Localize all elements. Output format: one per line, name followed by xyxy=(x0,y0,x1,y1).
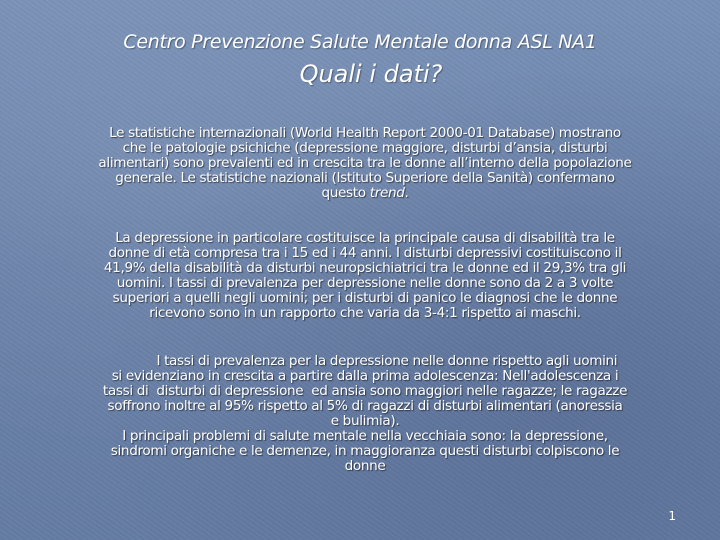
paragraph-depressione xyxy=(40,231,690,321)
paragraph-line: donne di età compresa tra i 15 ed i 44 anni. I disturbi depressivi costituiscono il xyxy=(108,245,622,261)
slide-title: Quali i dati? xyxy=(299,60,443,88)
paragraph-line-prefix: questo xyxy=(321,185,370,201)
paragraph-line: si evidenziano in crescita a partire dalla prima adolescenza: Nell'adolescenza i xyxy=(111,368,619,384)
paragraph-prevalenza xyxy=(40,354,690,474)
paragraph-line: generale. Le statistiche nazionali (Istituto Superiore della Sanità) confermano xyxy=(115,170,615,186)
slide-subtitle: Centro Prevenzione Salute Mentale donna ASL NA1 xyxy=(123,31,597,53)
paragraph-line: soffrono inoltre al 95% rispetto al 5% di ragazzi di disturbi alimentari (anoressia xyxy=(107,398,623,414)
paragraph-statistiche xyxy=(40,126,690,201)
paragraph-line: I tassi di prevalenza per la depressione nelle donne rispetto agli uomini xyxy=(112,353,618,369)
paragraph-line: Le statistiche internazionali (World Health Report 2000-01 Database) mostrano xyxy=(109,125,621,141)
paragraph-line-last xyxy=(40,186,690,201)
paragraph-line: donne xyxy=(344,458,386,474)
paragraph-line: superiori a quelli negli uomini; per i disturbi di panico le diagnosi che le donne xyxy=(112,290,618,306)
paragraph-line: I principali problemi di salute mentale nella vecchiaia sono: la depressione, xyxy=(122,428,608,444)
paragraph-line: La depressione in particolare costituisce la principale causa di disabilità tra le xyxy=(115,230,615,246)
paragraph-line-suffix: . xyxy=(404,185,409,201)
paragraph-line: ricevono sono in un rapporto che varia da 3-4:1 rispetto ai maschi. xyxy=(149,305,581,321)
paragraph-line: e bulimia). xyxy=(330,413,400,429)
paragraph-line: sindromi organiche e le demenze, in maggioranza questi disturbi colpiscono le xyxy=(110,443,620,459)
paragraph-line: tassi di disturbi di depressione ed ansia sono maggiori nelle ragazze; le ragazze xyxy=(102,383,628,399)
page-number: 1 xyxy=(668,509,676,523)
paragraph-italic-word: trend xyxy=(369,185,405,201)
paragraph-line: uomini. I tassi di prevalenza per depressione nelle donne sono da 2 a 3 volte xyxy=(116,275,614,291)
paragraph-line: alimentari) sono prevalenti ed in crescita tra le donne all’interno della popolazione xyxy=(98,155,632,171)
paragraph-line: 41,9% della disabilità da disturbi neuropsichiatrici tra le donne ed il 29,3% tra gli xyxy=(103,260,627,276)
paragraph-line: che le patologie psichiche (depressione maggiore, disturbi d’ansia, disturbi xyxy=(122,140,608,156)
